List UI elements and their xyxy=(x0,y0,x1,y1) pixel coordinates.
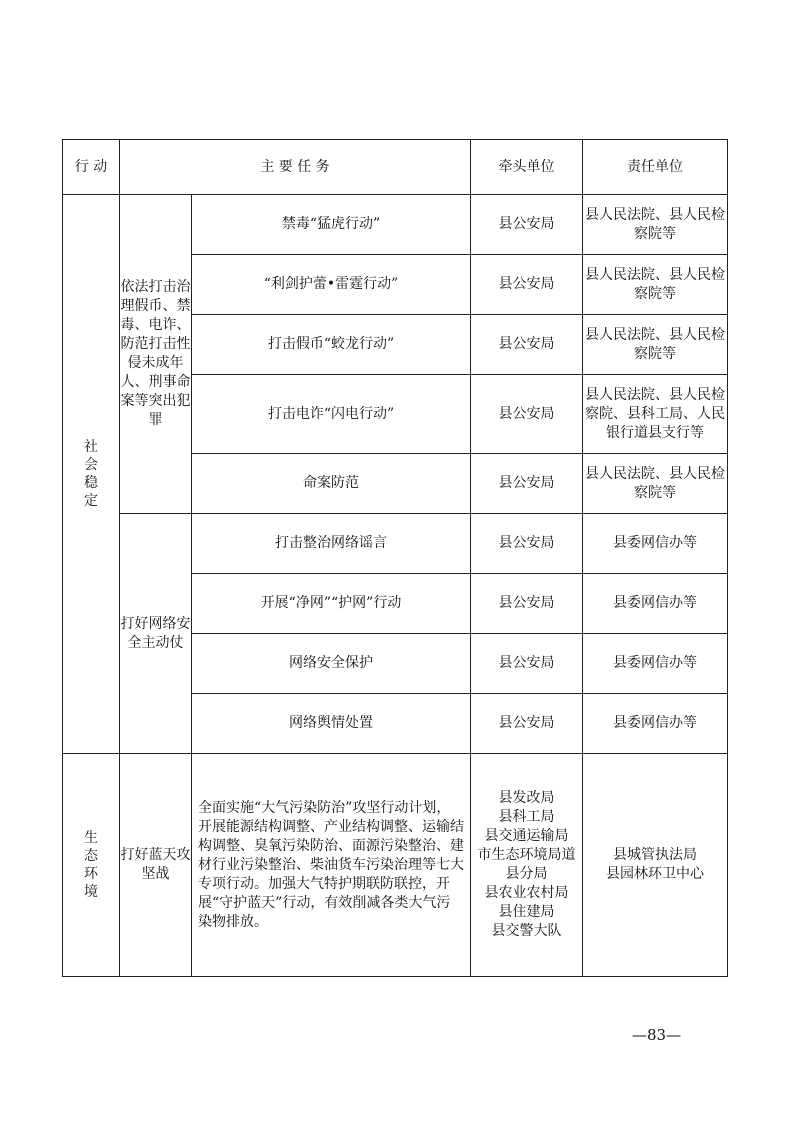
header-action: 行 动 xyxy=(63,140,120,195)
lead-cell xyxy=(471,754,583,977)
lead-cell: 县公安局 xyxy=(471,255,583,315)
task-cell: 网络安全保护 xyxy=(192,634,471,694)
task-cell: 禁毒“猛虎行动” xyxy=(192,195,471,255)
task-cell: 命案防范 xyxy=(192,454,471,514)
lead-cell: 县公安局 xyxy=(471,375,583,454)
resp-cell: 县委网信办等 xyxy=(583,634,728,694)
lead-cell: 县公安局 xyxy=(471,694,583,754)
resp-cell: 县委网信办等 xyxy=(583,694,728,754)
resp-cell: 县人民法院、县人民检察院等 xyxy=(583,454,728,514)
resp-item: 县城管执法局 xyxy=(613,847,698,863)
table-row xyxy=(63,514,728,574)
lead-item: 县科工局 xyxy=(498,809,555,825)
header-resp: 责任单位 xyxy=(583,140,728,195)
header-lead: 牵头单位 xyxy=(471,140,583,195)
lead-item: 市生态环境局道县分局 xyxy=(477,847,576,882)
action-label: 生态环境 xyxy=(84,829,98,900)
resp-cell: 县人民法院、县人民检察院等 xyxy=(583,315,728,375)
task-cell: 打击电诈“闪电行动” xyxy=(192,375,471,454)
resp-item: 县园林环卫中心 xyxy=(606,866,705,882)
lead-item: 县交警大队 xyxy=(491,923,562,939)
resp-cell: 县人民法院、县人民检察院等 xyxy=(583,195,728,255)
resp-cell: 县人民法院、县人民检察院、县科工局、人民银行道县支行等 xyxy=(583,375,728,454)
task-table xyxy=(62,139,728,977)
action-cell xyxy=(63,754,120,977)
task-cell: 打击整治网络谣言 xyxy=(192,514,471,574)
task-cell: 开展“净网”“护网”行动 xyxy=(192,574,471,634)
resp-cell: 县委网信办等 xyxy=(583,514,728,574)
table-row xyxy=(63,195,728,255)
lead-item: 县发改局 xyxy=(498,790,555,806)
lead-cell: 县公安局 xyxy=(471,574,583,634)
category-cell: 打好网络安全主动仗 xyxy=(120,514,192,754)
header-task: 主 要 任 务 xyxy=(120,140,471,195)
category-cell: 依法打击治理假币、禁毒、电诈、防范打击性侵未成年人、刑事命案等突出犯罪 xyxy=(120,195,192,514)
lead-item: 县住建局 xyxy=(498,904,555,920)
action-label: 社会稳定 xyxy=(84,438,98,509)
table-row xyxy=(63,754,728,977)
lead-cell: 县公安局 xyxy=(471,195,583,255)
task-cell: 打击假币“蛟龙行动” xyxy=(192,315,471,375)
lead-cell: 县公安局 xyxy=(471,315,583,375)
page-number: —83— xyxy=(632,1026,682,1044)
lead-item: 县农业农村局 xyxy=(484,885,569,901)
action-cell xyxy=(63,195,120,754)
task-cell: “利剑护蕾•雷霆行动” xyxy=(192,255,471,315)
lead-cell: 县公安局 xyxy=(471,514,583,574)
lead-cell: 县公安局 xyxy=(471,454,583,514)
resp-cell xyxy=(583,754,728,977)
category-cell: 打好蓝天攻坚战 xyxy=(120,754,192,977)
lead-item: 县交通运输局 xyxy=(484,828,569,844)
lead-cell: 县公安局 xyxy=(471,634,583,694)
resp-cell: 县人民法院、县人民检察院等 xyxy=(583,255,728,315)
task-cell: 全面实施“大气污染防治”攻坚行动计划，开展能源结构调整、产业结构调整、运输结构调整、臭氧污染防治、面源污染整治、建材行业污染整治、柴油货车污染治理等七大专项行动。加强大气特护期联防联控，开展“守护蓝天”行动，有效削减各类大气污染物排放。 xyxy=(192,754,471,977)
task-cell: 网络舆情处置 xyxy=(192,694,471,754)
header-row xyxy=(63,140,728,195)
resp-cell: 县委网信办等 xyxy=(583,574,728,634)
